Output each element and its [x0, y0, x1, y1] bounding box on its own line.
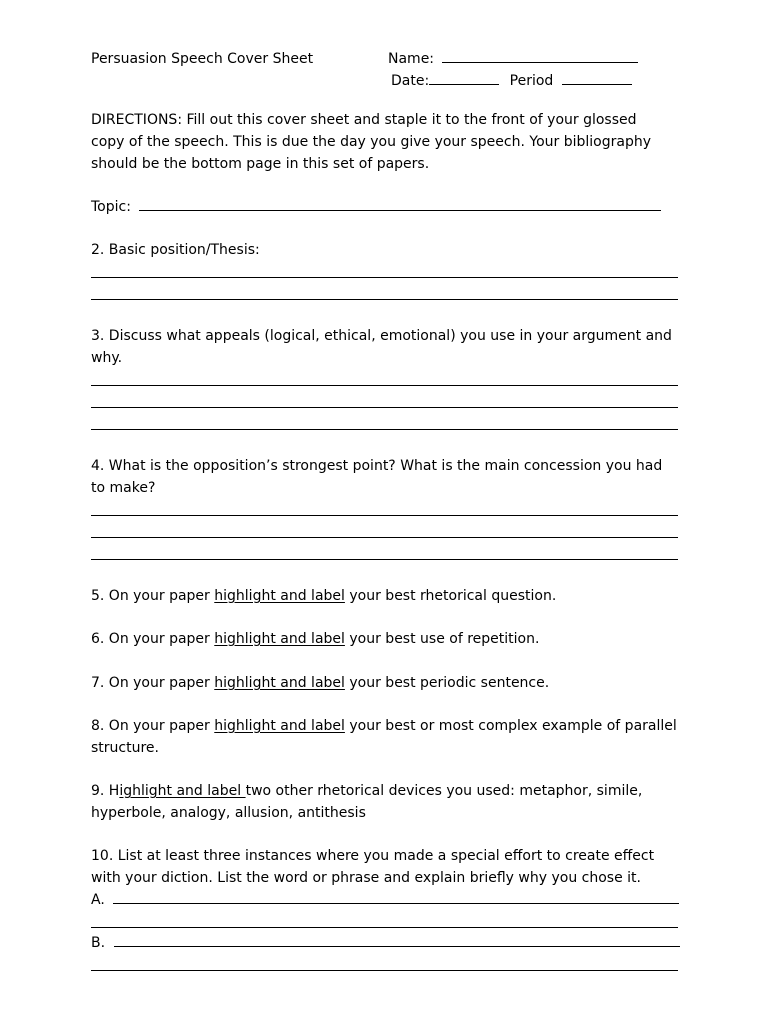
answer-line[interactable]: [91, 385, 678, 386]
answer-line[interactable]: [91, 927, 678, 928]
date-period-row: [391, 72, 632, 90]
question-2: 2. Basic position/Thesis:: [91, 242, 260, 258]
question-4-line-2: to make?: [91, 480, 156, 496]
topic-label: Topic:: [91, 199, 131, 215]
question-7-pre: 7. On your paper: [91, 675, 215, 691]
question-8-post: your best or most complex example of parallel: [344, 718, 677, 734]
answer-line[interactable]: [91, 277, 678, 278]
answer-b-blank[interactable]: [114, 934, 680, 947]
question-9-post: two other rhetorical devices you used: metaphor, simile,: [245, 783, 643, 799]
question-3-line-2: why.: [91, 350, 123, 366]
question-4-line-1: 4. What is the opposition’s strongest point? What is the main concession you had: [91, 458, 663, 474]
question-9-line-1: [91, 782, 642, 800]
question-7-underlined: highlight and label: [214, 675, 345, 691]
question-9-line-2: hyperbole, analogy, allusion, antithesis: [91, 805, 366, 821]
question-7: [91, 674, 549, 692]
directions-line-2: copy of the speech. This is due the day you give your speech. Your bibliography: [91, 134, 651, 150]
answer-line[interactable]: [91, 407, 678, 408]
question-9-underlined: ighlight and label: [119, 783, 246, 799]
question-5: [91, 587, 556, 605]
name-field-row: [388, 50, 638, 68]
answer-line[interactable]: [91, 299, 678, 300]
answer-line[interactable]: [91, 429, 678, 430]
question-5-underlined: highlight and label: [214, 588, 345, 604]
directions-line-1: DIRECTIONS: Fill out this cover sheet and staple it to the front of your glossed: [91, 112, 637, 128]
question-3-line-1: 3. Discuss what appeals (logical, ethical, emotional) you use in your argument and: [91, 328, 672, 344]
answer-line[interactable]: [91, 537, 678, 538]
answer-a-blank[interactable]: [113, 891, 679, 904]
question-8-underlined: highlight and label: [214, 718, 345, 734]
document-title: Persuasion Speech Cover Sheet: [91, 51, 314, 67]
question-8-line-1: [91, 717, 677, 735]
question-6-pre: 6. On your paper: [91, 631, 215, 647]
answer-line[interactable]: [91, 970, 678, 971]
answer-line[interactable]: [91, 559, 678, 560]
answer-line[interactable]: [91, 515, 678, 516]
date-label: Date:: [391, 73, 430, 89]
answer-b-label: B.: [91, 935, 106, 951]
question-8-line-2: structure.: [91, 740, 159, 756]
period-blank[interactable]: [562, 72, 632, 85]
name-label: Name:: [388, 51, 435, 67]
date-blank[interactable]: [429, 72, 499, 85]
answer-a-label: A.: [91, 892, 105, 908]
period-label: Period: [509, 73, 554, 89]
question-10-line-1: 10. List at least three instances where you made a special effort to create effect: [91, 848, 655, 864]
question-7-post: your best periodic sentence.: [344, 675, 550, 691]
directions-line-3: should be the bottom page in this set of papers.: [91, 156, 430, 172]
question-5-pre: 5. On your paper: [91, 588, 215, 604]
question-5-post: your best rhetorical question.: [344, 588, 557, 604]
question-9-pre: 9. H: [91, 783, 120, 799]
answer-a-row: [91, 891, 679, 909]
name-blank[interactable]: [442, 50, 638, 63]
question-6-post: your best use of repetition.: [344, 631, 540, 647]
answer-b-row: [91, 934, 680, 952]
topic-row: [91, 198, 661, 216]
question-6: [91, 630, 539, 648]
question-6-underlined: highlight and label: [214, 631, 345, 647]
question-8-pre: 8. On your paper: [91, 718, 215, 734]
topic-blank[interactable]: [139, 198, 661, 211]
question-10-line-2: with your diction. List the word or phrase and explain briefly why you chose it.: [91, 870, 641, 886]
